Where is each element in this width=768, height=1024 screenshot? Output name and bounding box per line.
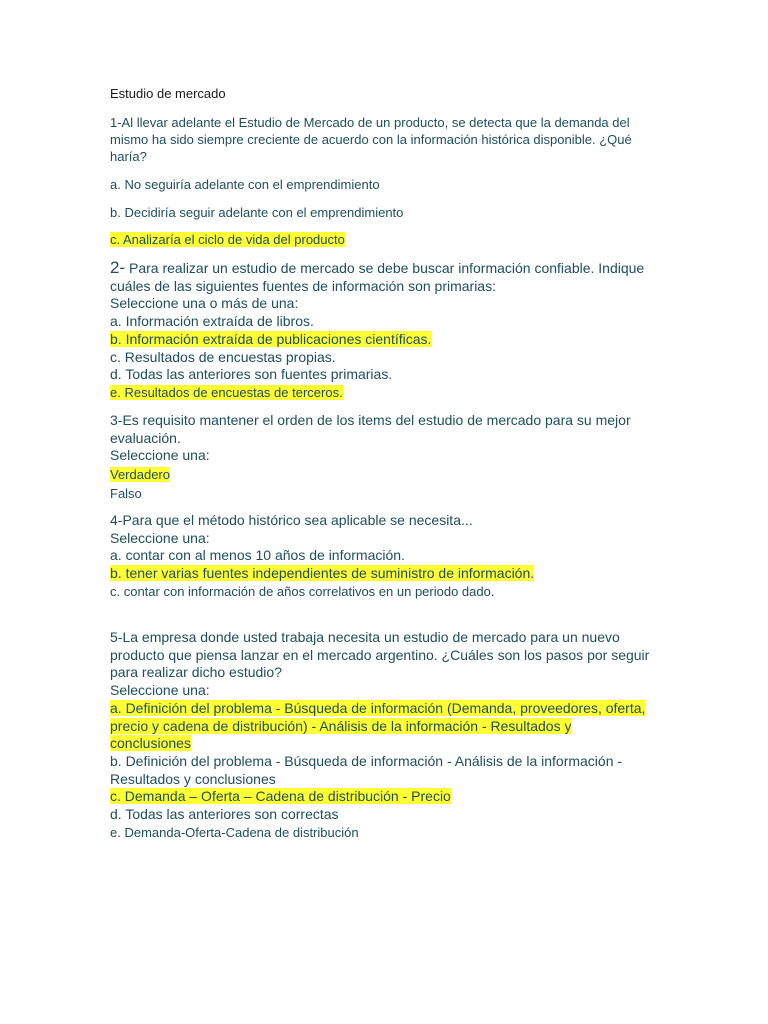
highlighted-answer: b. tener varias fuentes independientes de suministro de información. [110,565,535,582]
highlighted-answer: c. Analizaría el ciclo de vida del producto [110,232,345,247]
document-title: Estudio de mercado [110,86,226,101]
question-2-option-d: d. Todas las anteriores son fuentes primarias. [110,366,393,383]
question-5-option-c [110,788,655,806]
highlighted-answer: c. Demanda – Oferta – Cadena de distribución - Precio [110,788,451,805]
question-5-option-e: e. Demanda-Oferta-Cadena de distribución [110,824,359,840]
question-5 [110,629,655,841]
question-4-prompt: Seleccione una: [110,529,210,546]
question-2-prompt: Seleccione una o más de una: [110,295,299,312]
question-3-prompt: Seleccione una: [110,447,210,464]
question-5-option-b: b. Definición del problema - Búsqueda de información - Análisis de la información - Resultados y conclusiones [110,752,623,787]
highlighted-answer: b. Información extraída de publicaciones científicas. [110,330,432,347]
question-3-option-false: Falso [110,486,142,502]
question-4 [110,512,655,600]
question-1-option-a: a. No seguiría adelante con el emprendimiento [110,177,380,192]
question-3 [110,412,655,503]
question-2 [110,259,655,401]
question-4-option-c: c. contar con información de años correlativos en un periodo dado. [110,583,495,599]
question-2-option-c: c. Resultados de encuestas propias. [110,348,336,365]
question-1 [110,114,655,165]
highlighted-answer: e. Resultados de encuestas de terceros. [110,384,343,400]
question-2-option-b [110,331,655,349]
question-4-text: 4-Para que el método histórico sea aplicable se necesita... [110,512,473,528]
question-3-option-true [110,465,655,484]
question-5-option-a [110,700,655,753]
question-1-option-c [110,231,655,248]
question-4-option-b [110,565,655,583]
question-2-option-e [110,384,655,401]
question-3-text: 3-Es requisito mantener el orden de los items del estudio de mercado para su mejor evaluación. [110,412,631,446]
question-4-option-a: a. contar con al menos 10 años de información. [110,547,405,564]
question-1-text: 1-Al llevar adelante el Estudio de Mercado de un producto, se detecta que la demanda del mismo ha sido siempre creciente de acuerdo con la información histórica disponible. ¿Qué haría? [110,115,632,164]
highlighted-answer: a. Definición del problema - Búsqueda de información (Demanda, proveedores, oferta, precio y cadena de distribución) - Análisis de la información - Resultados y conclusiones [110,699,646,752]
question-1-option-b: b. Decidiría seguir adelante con el emprendimiento [110,205,404,220]
question-2-text: 2- Para realizar un estudio de mercado se debe buscar información confiable. Indique cuáles de las siguientes fuentes de información son primarias: [110,258,645,294]
question-2-option-a: a. Información extraída de libros. [110,313,314,330]
question-2-number: 2- [110,258,126,277]
question-5-text: 5-La empresa donde usted trabaja necesita un estudio de mercado para un nuevo producto que piensa lanzar en el mercado argentino. ¿Cuáles son los pasos por seguir para realizar dicho estudio? [110,629,650,681]
question-5-option-d: d. Todas las anteriores son correctas [110,806,339,823]
question-5-prompt: Seleccione una: [110,682,210,699]
highlighted-answer: Verdadero [110,467,170,483]
